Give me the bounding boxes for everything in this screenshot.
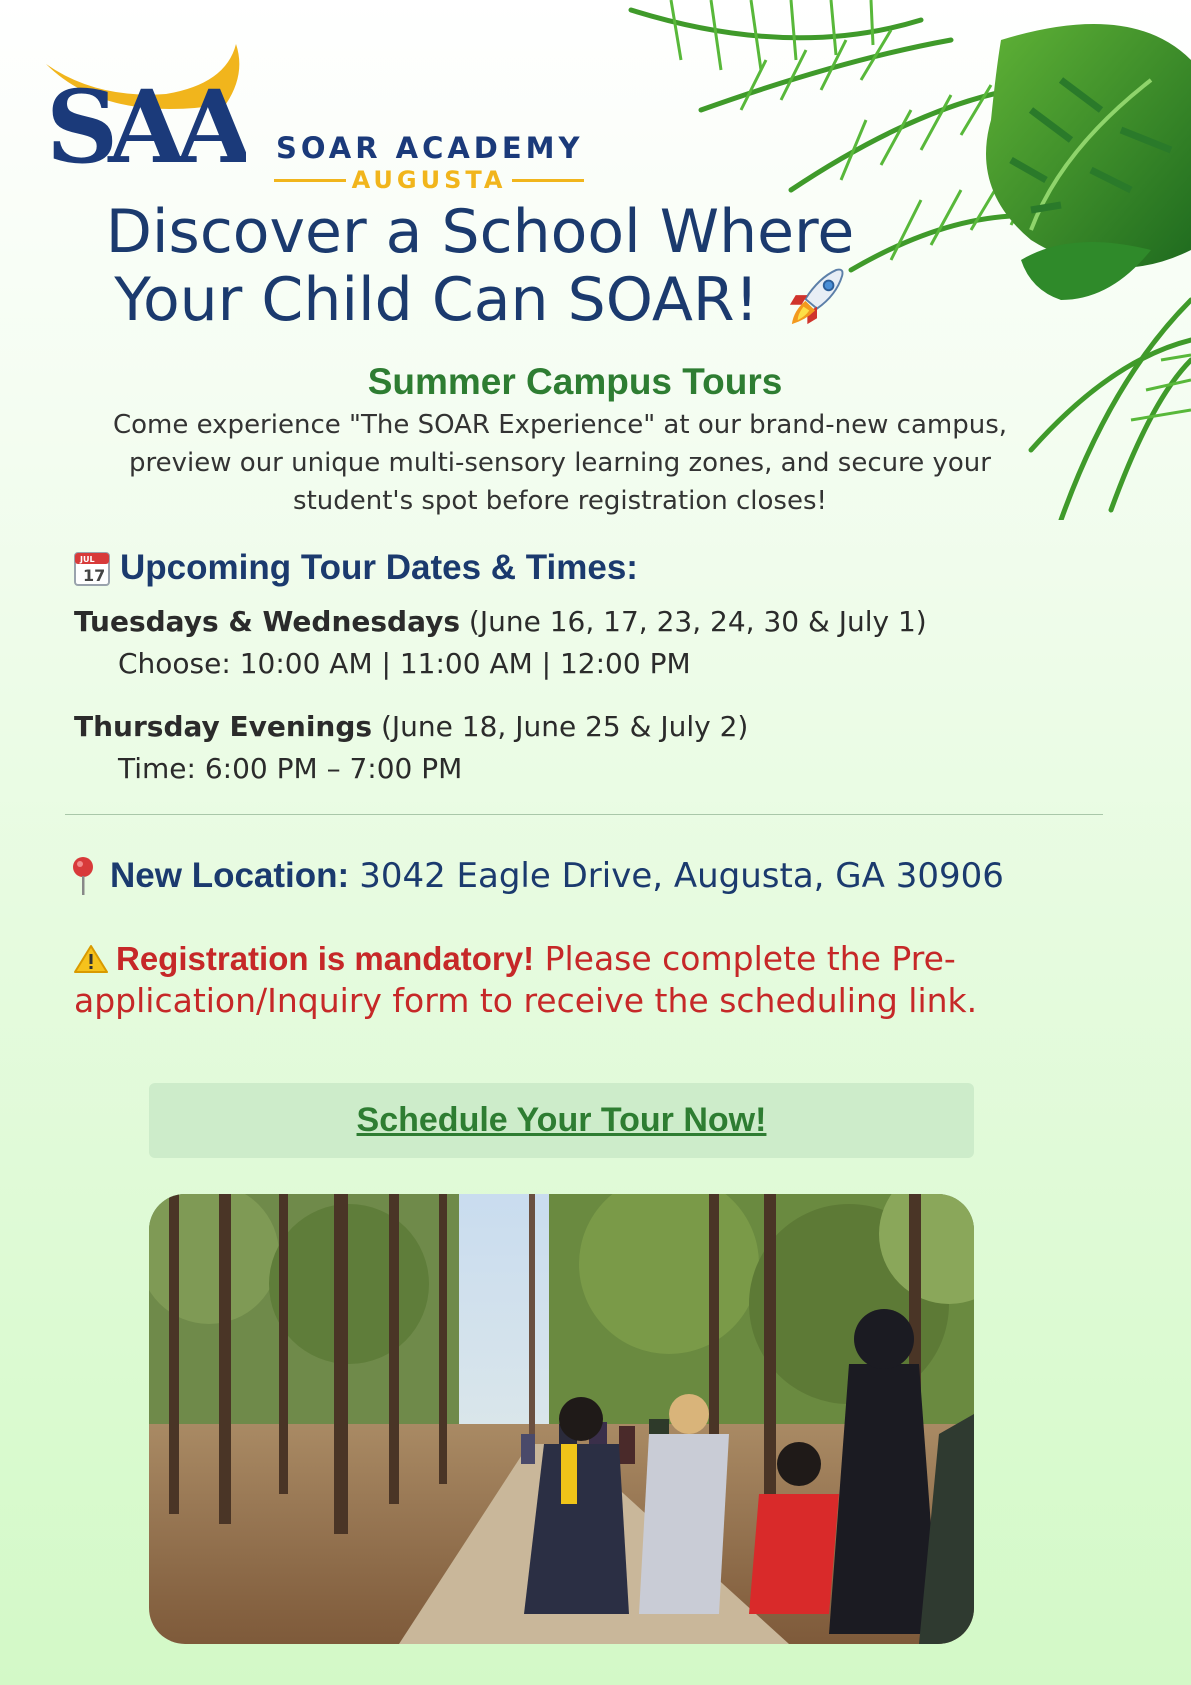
registration-notice: Registration is mandatory! Please complete the Pre- application/Inquiry form to receive the scheduling link.	[74, 939, 978, 1020]
schedule-day: Tuesdays & Wednesdays	[74, 605, 461, 638]
svg-text:SAA: SAA	[46, 68, 244, 174]
pin-icon	[70, 856, 96, 896]
school-logo	[46, 44, 584, 194]
schedule-dates: (June 18, June 25 & July 2)	[372, 710, 749, 743]
headline-line-1: Discover a School Where	[105, 197, 855, 267]
location-address: 3042 Eagle Drive, Augusta, GA 30906	[359, 856, 1004, 896]
forest-path-illustration	[149, 1194, 974, 1644]
tours-title: Summer Campus Tours	[367, 361, 783, 402]
headline-line-2: Your Child Can SOAR!	[114, 265, 759, 335]
logo-name: SOAR ACADEMY	[276, 131, 584, 165]
rocket-icon	[788, 266, 846, 328]
tour-dates-heading: JUL 17 Upcoming Tour Dates & Times:	[74, 546, 974, 590]
notice-emphasis: Registration is mandatory!	[116, 940, 535, 977]
svg-text:17: 17	[83, 566, 106, 585]
schedule-block-thursday	[74, 706, 1074, 790]
divider	[65, 814, 1103, 815]
schedule-day: Thursday Evenings	[74, 710, 373, 743]
location	[70, 852, 1150, 900]
calendar-icon	[74, 550, 110, 586]
svg-text:JUL: JUL	[80, 555, 95, 564]
schedule-dates: (June 16, 17, 23, 24, 30 & July 1)	[460, 605, 927, 638]
campus-tour-photo	[149, 1194, 974, 1644]
schedule-tour-button[interactable]	[149, 1083, 974, 1158]
schedule-times: Choose: 10:00 AM | 11:00 AM | 12:00 PM	[118, 647, 691, 680]
location-label: New Location:	[110, 856, 350, 895]
warning-icon	[74, 944, 108, 974]
schedule-block-tue-wed	[74, 601, 1074, 685]
tours-intro: Come experience "The SOAR Experience" at our brand-new campus, preview our unique multi-sensory learning zones, and secure your student's spot before registration closes!	[112, 410, 1008, 516]
schedule-tour-link[interactable]: Schedule Your Tour Now!	[356, 1101, 767, 1139]
logo-mark	[46, 44, 246, 174]
logo-subtitle: AUGUSTA	[274, 166, 584, 194]
headline	[60, 198, 900, 334]
schedule-times: Time: 6:00 PM – 7:00 PM	[118, 752, 463, 785]
